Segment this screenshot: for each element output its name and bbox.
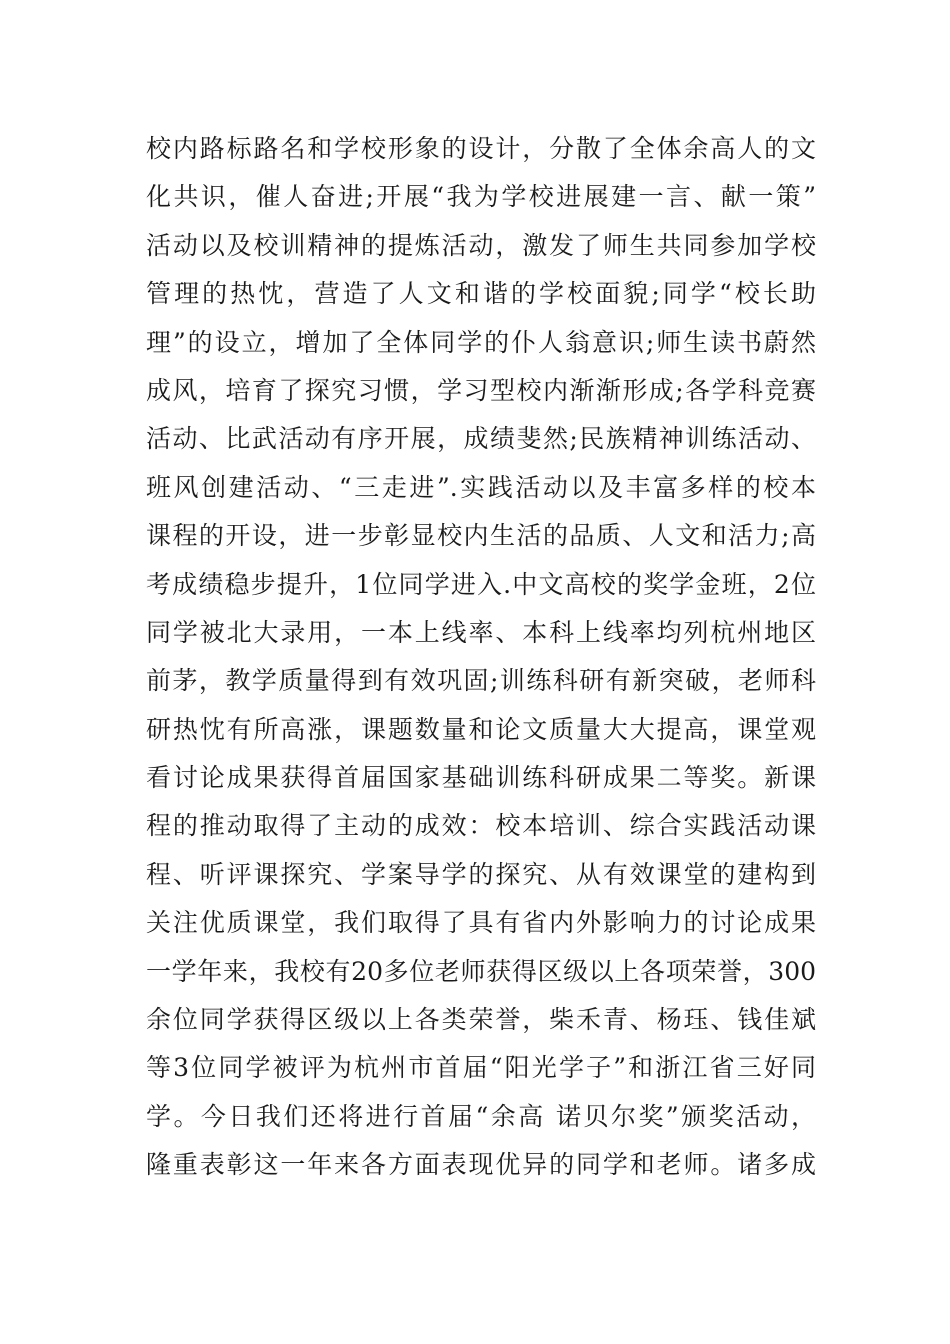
text-line: 成风，培育了探究习惯，学习型校内渐渐形成;各学科竞赛 bbox=[146, 375, 816, 405]
body-paragraph bbox=[146, 131, 816, 1196]
text-line: 考成绩稳步提升，1位同学进入.中文高校的奖学金班，2位 bbox=[146, 569, 816, 599]
text-line: 程的推动取得了主动的成效：校本培训、综合实践活动课 bbox=[146, 811, 816, 841]
text-line: 研热忱有所高涨，课题数量和论文质量大大提高，课堂观 bbox=[146, 714, 816, 744]
text-line: 前茅，教学质量得到有效巩固;训练科研有新突破，老师科 bbox=[146, 666, 816, 696]
text-line: 活动、比武活动有序开展，成绩斐然;民族精神训练活动、 bbox=[146, 424, 816, 454]
text-line: 隆重表彰这一年来各方面表现优异的同学和老师。诸多成 bbox=[146, 1150, 816, 1180]
text-line: 活动以及校训精神的提炼活动，激发了师生共同参加学校 bbox=[146, 230, 816, 260]
text-line: 班风创建活动、“三走进”.实践活动以及丰富多样的校本 bbox=[146, 472, 816, 502]
text-line: 看讨论成果获得首届国家基础训练科研成果二等奖。新课 bbox=[146, 763, 816, 793]
text-line: 余位同学获得区级以上各类荣誉，柴禾青、杨珏、钱佳斌 bbox=[146, 1005, 816, 1035]
text-line: 理”的设立，增加了全体同学的仆人翁意识;师生读书蔚然 bbox=[146, 327, 816, 357]
text-line: 课程的开设，进一步彰显校内生活的品质、人文和活力;高 bbox=[146, 521, 816, 551]
text-line: 一学年来，我校有20多位老师获得区级以上各项荣誉，300 bbox=[146, 956, 816, 986]
text-line: 等3位同学被评为杭州市首届“阳光学子”和浙江省三好同 bbox=[146, 1053, 816, 1083]
text-line: 化共识，催人奋进;开展“我为学校进展建一言、献一策” bbox=[146, 182, 816, 212]
text-line: 关注优质课堂，我们取得了具有省内外影响力的讨论成果 bbox=[146, 908, 816, 938]
text-line: 管理的热忱，营造了人文和谐的学校面貌;同学“校长助 bbox=[146, 279, 816, 309]
text-line: 学。今日我们还将进行首届“余高 诺贝尔奖”颁奖活动， bbox=[146, 1101, 816, 1131]
text-line: 校内路标路名和学校形象的设计，分散了全体余高人的文 bbox=[146, 134, 816, 163]
text-line: 程、听评课探究、学案导学的探究、从有效课堂的建构到 bbox=[146, 859, 816, 889]
text-line: 同学被北大录用，一本上线率、本科上线率均列杭州地区 bbox=[146, 617, 816, 647]
